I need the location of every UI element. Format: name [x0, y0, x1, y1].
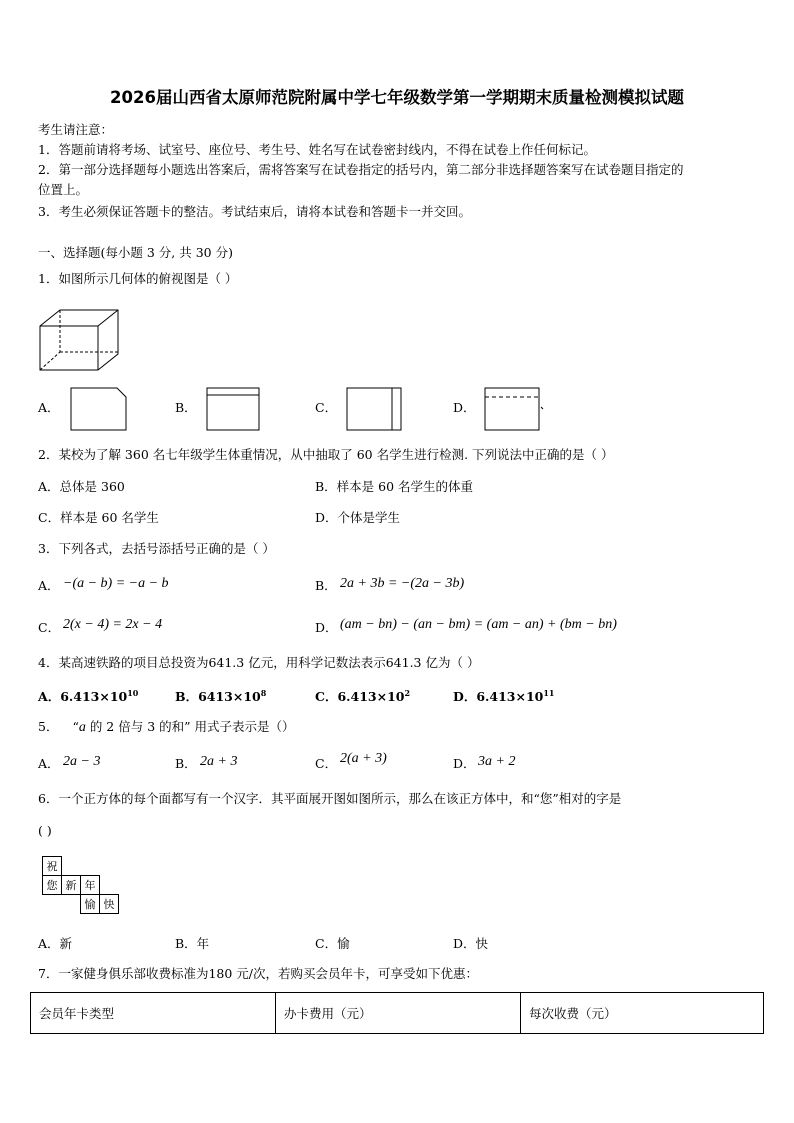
q5-option-formula: 2a + 3: [200, 754, 238, 769]
q2-option: A．总体是 360: [38, 479, 125, 494]
q3-option-formula: −(a − b) = −a − b: [63, 576, 169, 591]
q6-option: A．新: [38, 936, 73, 951]
q4-option: C．$6.413\times 10^2$: [315, 688, 411, 705]
q1-option-label: C．: [315, 400, 338, 415]
q5-option-label: B．: [175, 756, 197, 771]
option-c-figure: [346, 387, 402, 431]
question-1-stem: 1．如图所示几何体的俯视图是（ ）: [38, 271, 238, 286]
question-6-stem: 6．一个正方体的每个面都写有一个汉字．其平面展开图如图所示，那么在该正方体中，和“您”相对的字是: [38, 791, 622, 806]
q5-option-formula: 2(a + 3): [340, 751, 387, 766]
section-heading: 一、选择题(每小题 3 分, 共 30 分): [38, 245, 233, 260]
net-cell: 快: [100, 895, 119, 914]
q6-option: D．快: [453, 936, 489, 951]
question-4-stem: 4．某高速铁路的项目总投资为641.3 亿元，用科学记数法表示641.3 亿为（ ）: [38, 655, 480, 670]
question-5-stem: 5． “a 的 2 倍与 3 的和” 用式子表示是（）: [38, 719, 295, 735]
q6-option: B．年: [175, 936, 210, 951]
q3-option-formula: 2(x − 4) = 2x − 4: [63, 617, 163, 632]
notice-heading: 考生请注意：: [38, 122, 114, 137]
answer-blank: ( ): [38, 823, 52, 838]
q5-option-label: C．: [315, 756, 338, 771]
q1-option-label: A．: [38, 400, 60, 415]
net-cell: 您: [43, 876, 62, 895]
net-cell: 年: [81, 876, 100, 895]
fee-table-header: 办卡费用（元）: [276, 993, 521, 1034]
question-7-stem: 7．一家健身俱乐部收费标准为180 元/次，若购买会员年卡，可享受如下优惠：: [38, 966, 478, 981]
cuboid-figure: [38, 306, 122, 374]
q4-option: A．$6.413\times 10^{10}$: [38, 688, 139, 705]
notice-item: 位置上。: [38, 182, 89, 197]
option-b-figure: [206, 387, 260, 431]
question-2-stem: 2．某校为了解 360 名七年级学生体重情况，从中抽取了 60 名学生进行检测. 下列说法中正确的是（ ）: [38, 447, 614, 462]
q4-option: D．$6.413\times 10^{11}$: [453, 688, 555, 705]
q3-option-formula: (am − bn) − (an − bm) = (am − an) + (bm − bn): [340, 617, 617, 632]
option-d-figure: [484, 387, 544, 431]
q1-option-label: D．: [453, 400, 476, 415]
q2-option: D．个体是学生: [315, 510, 401, 525]
net-cell: 祝: [43, 857, 62, 876]
notice-item: 3．考生必须保证答题卡的整洁。考试结束后，请将本试卷和答题卡一并交回。: [38, 204, 471, 219]
q2-option: B．样本是 60 名学生的体重: [315, 479, 474, 494]
page-title: 2026届山西省太原师范院附属中学七年级数学第一学期期末质量检测模拟试题: [110, 88, 684, 107]
q3-option-label: D．: [315, 620, 338, 635]
question-3-stem: 3．下列各式，去括号添括号正确的是（ ）: [38, 541, 275, 556]
net-cell: 愉: [81, 895, 100, 914]
notice-item: 2．第一部分选择题每小题选出答案后，需将答案写在试卷指定的括号内，第二部分非选择题答案写在试卷题目指定的: [38, 162, 684, 177]
q5-option-label: D．: [453, 756, 476, 771]
q5-option-formula: 2a − 3: [63, 754, 101, 769]
q5-option-formula: 3a + 2: [478, 754, 516, 769]
q6-option: C．愉: [315, 936, 350, 951]
q3-option-label: C．: [38, 620, 61, 635]
notice-item: 1．答题前请将考场、试室号、座位号、考生号、姓名写在试卷密封线内，不得在试卷上作任何标记。: [38, 142, 596, 157]
net-cell: 新: [62, 876, 81, 895]
fee-table: [30, 992, 764, 1034]
fee-table-header: 每次收费（元）: [521, 993, 764, 1034]
q1-option-label: B．: [175, 400, 197, 415]
q4-option: B．$6413\times 10^8$: [175, 688, 267, 705]
cube-net: [42, 856, 119, 914]
q3-option-formula: 2a + 3b = −(2a − 3b): [340, 576, 465, 591]
q3-option-label: B．: [315, 578, 337, 593]
q2-option: C．样本是 60 名学生: [38, 510, 159, 525]
fee-table-header: 会员年卡类型: [31, 993, 276, 1034]
option-a-figure: [70, 387, 128, 431]
q5-option-label: A．: [38, 756, 60, 771]
q3-option-label: A．: [38, 578, 60, 593]
